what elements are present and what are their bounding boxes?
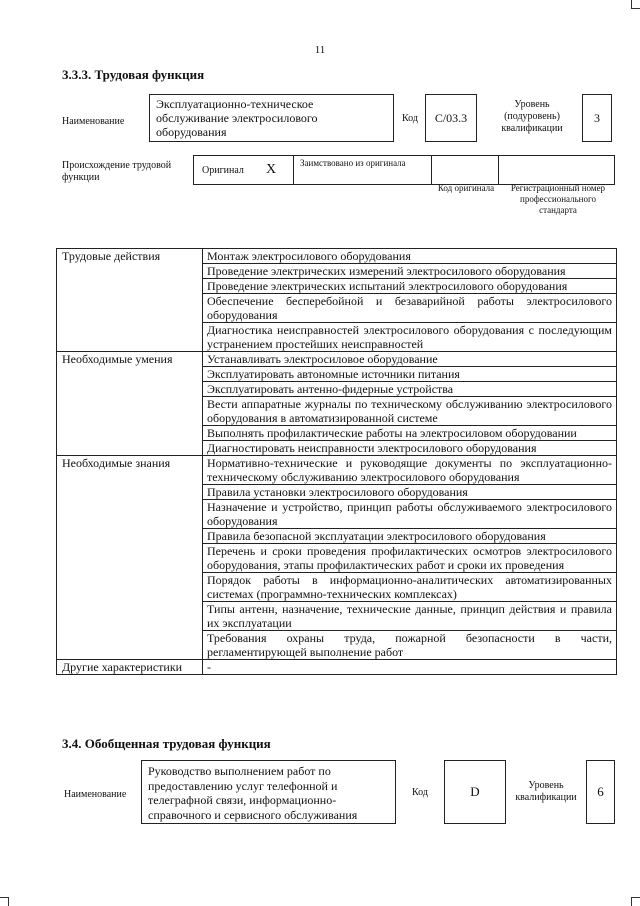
table-row [57,249,617,264]
level-label: Уровень (подуровень) квалификации [501,99,563,134]
table-cell: Выполнять профилактические работы на электросиловом оборудовании [203,426,617,441]
category-cell: Необходимые умения [57,352,203,456]
code-original-cell [431,155,499,185]
table-cell: Типы антенн, назначение, технические данные, принцип действия и правила их эксплуатации [203,602,617,631]
borrowed-cell [293,155,432,185]
name-label: Наименование [62,116,125,127]
table-cell: Вести аппаратные журналы по техническому обслуживанию электросилового оборудования в автоматизированной системе [203,397,617,426]
section-title-34: 3.4. Обобщенная трудовая функция [62,736,271,751]
origin-label: Происхождение трудовой функции [62,160,172,183]
name-label: Наименование [64,789,127,800]
borrowed-label: Заимствовано из оригинала [300,158,406,168]
table-cell: Диагностика неисправностей электросилового оборудования с последующим устранением простейших неисправностей [203,323,617,352]
table-cell: Эксплуатировать антенно-фидерные устройства [203,382,617,397]
page-number: 11 [314,44,326,56]
table-cell: Проведение электрических измерений электросилового оборудования [203,264,617,279]
table-cell: Диагностировать неисправности электросилового оборудования [203,441,617,456]
generalized-function-name-box: Руководство выполнением работ по предоставлению услуг телефонной и телеграфной связи, информационно-справочного и сервисного обслуживания [141,760,396,824]
scan-corner-mark [631,0,640,9]
original-cell [193,155,294,185]
table-cell: Устанавливать электросиловое оборудование [203,352,617,367]
table-cell: Порядок работы в информационно-аналитических автоматизированных системах (программно-технических комплексах) [203,573,617,602]
table-cell: Эксплуатировать автономные источники питания [203,367,617,382]
category-cell: Другие характеристики [57,660,203,675]
table-cell: Обеспечение бесперебойной и безаварийной работы электросилового оборудования [203,294,617,323]
table-cell: Назначение и устройство, принцип работы обслуживаемого электросилового оборудования [203,500,617,529]
table-row [57,456,617,485]
code-label: Код [412,787,428,798]
table-cell: Правила установки электросилового оборудования [203,485,617,500]
code-value-box: C/03.3 [425,94,477,142]
level-value-box: 3 [582,94,612,142]
code-original-label: Код оригинала [437,183,495,193]
original-label: Оригинал [202,165,244,176]
table-cell: Проведение электрических испытаний электросилового оборудования [203,279,617,294]
category-cell: Необходимые знания [57,456,203,660]
level-label: Уровень квалификации [515,780,577,803]
reg-number-cell [498,155,615,185]
function-details-table [56,248,617,675]
function-name-box: Эксплуатационно-техническое обслуживание электросилового оборудования [149,94,394,142]
category-cell: Трудовые действия [57,249,203,352]
table-row [57,660,617,675]
table-cell: Монтаж электросилового оборудования [203,249,617,264]
table-cell: Перечень и сроки проведения профилактических осмотров электросилового оборудования, этапы профилактических работ и сроки их проведения [203,544,617,573]
reg-number-label: Регистрационный номер профессионального стандарта [510,183,606,215]
code-label: Код [402,113,418,124]
table-cell: - [203,660,617,675]
table-cell: Правила безопасной эксплуатации электросилового оборудования [203,529,617,544]
level-value-box: 6 [586,760,615,824]
original-mark: X [266,162,277,177]
table-cell: Требования охраны труда, пожарной безопасности в части, регламентирующей выполнение работ [203,631,617,660]
table-cell: Нормативно-технические и руководящие документы по эксплуатационно-техническому обслуживанию электросилового оборудования [203,456,617,485]
section-title-333: 3.3.3. Трудовая функция [62,67,205,82]
code-value-box: D [444,760,506,824]
table-row [57,352,617,367]
